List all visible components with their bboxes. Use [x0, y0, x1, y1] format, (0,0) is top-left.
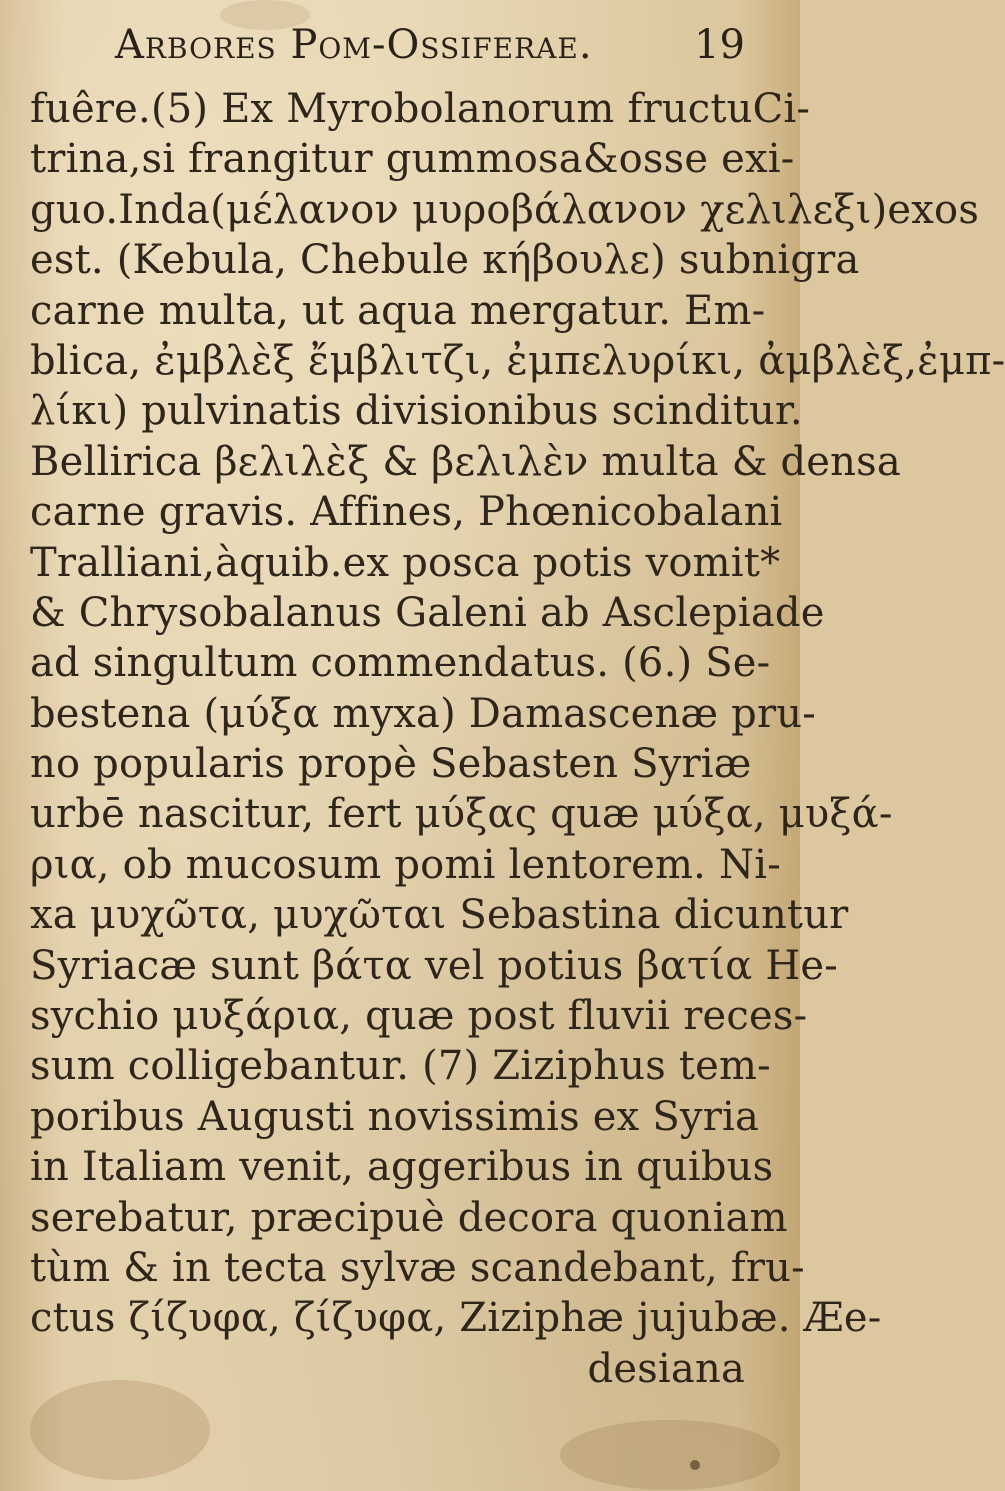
- foxing-spot: [560, 1420, 780, 1490]
- text-line: Bellirica βελιλὲξ & βελιλὲν multa & densa: [30, 438, 901, 485]
- text-line: bestena (μύξα myxa) Damascenæ pru-: [30, 690, 816, 737]
- text-line: carne multa, ut aqua mergatur. Em-: [30, 287, 766, 334]
- text-line: Syriacæ sunt βάτα vel potius βατία He-: [30, 942, 838, 989]
- text-line: no popularis propè Sebasten Syriæ: [30, 741, 752, 788]
- text-line: & Chrysobalanus Galeni ab Asclepiade: [30, 589, 825, 636]
- foxing-spot: [30, 1380, 210, 1480]
- text-line: carne gravis. Affines, Phœnicobalani: [30, 489, 783, 536]
- text-line: ρια, ob mucosum pomi lentorem. Ni-: [30, 841, 781, 888]
- page-number: 19: [694, 22, 745, 68]
- text-line: serebatur, præcipuè decora quoniam: [30, 1194, 788, 1241]
- text-line: tùm & in tecta sylvæ scandebant, fru-: [30, 1244, 805, 1291]
- text-line: sychio μυξάρια, quæ post fluvii reces-: [30, 993, 808, 1040]
- catchword-line: [30, 1344, 775, 1394]
- text-line: urbē nascitur, fert μύξας quæ μύξα, μυξά-: [30, 791, 893, 838]
- text-line: est. (Kebula, Chebule κήβουλε) subnigra: [30, 237, 860, 284]
- text-line: ctus ζίζυφα, ζίζυφα, Ziziphæ jujubæ. Æe-: [30, 1295, 882, 1342]
- text-line: Tralliani,àquib.ex posca potis vomit*: [30, 539, 781, 586]
- body-text: [30, 84, 1005, 1394]
- catchword: desiana: [587, 1345, 745, 1392]
- text-line: fuêre.(5) Ex Myrobolanorum fructuCi-: [30, 86, 811, 132]
- text-line: in Italiam venit, aggeribus in quibus: [30, 1144, 774, 1191]
- text-line: blica, ἐμβλὲξ ἔμβλιτζι, ἐμπελυρίκι, ἀμβλὲξ,ἐμπ-: [30, 337, 1005, 384]
- text-line: ad singultum commendatus. (6.) Se-: [30, 640, 771, 687]
- running-head: Arbores Pom-Ossiferae.: [115, 22, 593, 68]
- text-line: λίκι) pulvinatis divisionibus scinditur.: [30, 388, 803, 435]
- text-line: xa μυχῶτα, μυχῶται Sebastina dicuntur: [30, 892, 849, 939]
- text-line: guo.Inda(μέλανον μυροβάλανον χελιλεξι)exos: [30, 186, 980, 233]
- text-line: poribus Augusti novissimis ex Syria: [30, 1093, 760, 1140]
- text-line: sum colligebantur. (7) Ziziphus tem-: [30, 1043, 771, 1090]
- page-header: [0, 18, 800, 78]
- text-line: trina,si frangitur gummosa&osse exi-: [30, 136, 795, 183]
